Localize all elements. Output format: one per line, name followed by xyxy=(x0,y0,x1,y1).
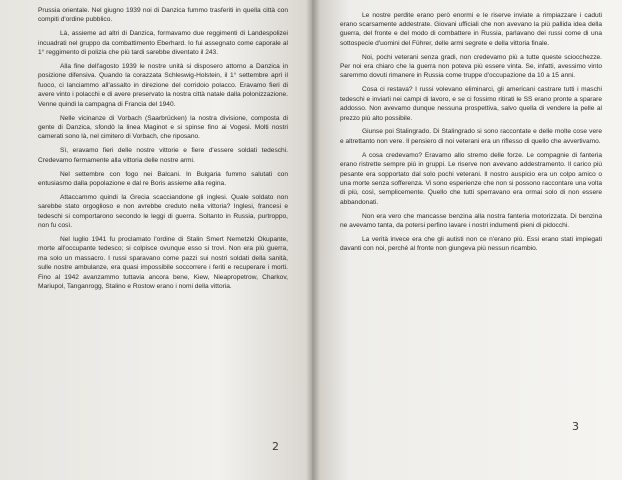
paragraph: Prussia orientale. Nel giugno 1939 noi di Danzica fummo trasferiti in quella città con compiti d'ordine pubblico. xyxy=(38,7,288,24)
right-page-text xyxy=(340,6,602,254)
paragraph: La verità invece era che gli autisti non ce n'erano più. Essi erano stati impiegati davanti con noi, perché al fronte non giungeva più nessun ricambio. xyxy=(340,236,602,253)
paragraph: Alla fine dell'agosto 1939 le nostre unità si disposero attorno a Danzica in posizione difensiva. Quando la corazzata Schleswig-Holstein, il 1° settembre aprì il fuoco, ci lanciammo all'assalto in direzione del corridoio polacco. Eravamo fieri di avere vinto i polacchi e di avere preservato la nostra città natale dalla polonizzazione. Venne quindi la campagna di Francia del 1940. xyxy=(38,63,288,108)
paragraph: Là, assieme ad altri di Danzica, formavamo due reggimenti di Landespolizei incuadrati nel gruppo da combattimento Eberhard. Io fui assegnato come caporale al 1° reggimento di polizia che più tardi sarebbe diventato il 243. xyxy=(38,30,288,57)
page-number: 2 xyxy=(272,440,279,453)
paragraph: Le nostre perdite erano però enormi e le riserve inviate a rimpiazzare i caduti erano scarsamente addestrate. Giovani ufficiali che non avevano la più pallida idea della guerra, del fronte e del modo di combattere in Russia, parlavano dei russi come di una sottospecie d'uomini del Führer, delle armi segrete e della vittoria finale. xyxy=(340,11,602,47)
paragraph: Attaccammo quindi la Grecia scacciandone gli inglesi. Quale soldato non sarebbe stato orgoglioso e non avrebbe creduto nella vittoria? Inglesi, francesi e tedeschi si comportarono secondo le leggi di guerra. Soltanto in Russia, purtroppo, non fu così. xyxy=(38,193,288,230)
paragraph: Cosa ci restava? I russi volevano eliminarci, gli americani castrare tutti i maschi tedeschi e inviarli nei campi di lavoro, e se ci fossimo ritirati le SS erano pronte a sparare addosso. Non avevamo dunque nessuna prospettiva, salvo quella di vendere la pelle al prezzo più alto possibile. xyxy=(340,86,602,122)
paragraph: Non era vero che mancasse benzina alla nostra fanteria motorizzata. Di benzina ne avevamo tanta, da potersi perfino lavare i nostri indumenti pieni di pidocchi. xyxy=(340,212,602,230)
paragraph: Nel settembre con fogo nei Balcani. In Bulgaria fummo salutati con entusiasmo dalla popolazione e dal re Boris assieme alla regina. xyxy=(38,170,288,187)
paragraph: Noi, pochi veterani senza gradi, non credevamo più a tutte queste sciocchezze. Per noi era chiaro che la guerra non poteva più essere vinta. Se, infatti, avessimo vinto saremmo dovuti rimanere in Russia come truppe d'occupazione da 10 a 15 anni. xyxy=(340,53,602,80)
paragraph: Sì, eravamo fieri delle nostre vittorie e fiere d'essere soldati tedeschi. Credevamo fermamente alla vittoria delle nostre armi. xyxy=(38,147,288,164)
right-page xyxy=(312,0,622,480)
left-page-text xyxy=(38,6,288,291)
paragraph: Nelle vicinanze di Vorbach (Saarbrücken) la nostra divisione, composta di gente di Danzica, sfondò la linea Maginot e si spinse fino ai Vogesi. Molti nostri camerati sono là, nel cimitero di Vorbach, che riposano. xyxy=(38,114,288,141)
paragraph: A cosa credevamo? Eravamo allo stremo delle forze. Le compagnie di fanteria erano ristrette sempre più in gruppi. Le riserve non avevano addestramento. Il carico più pesante era sopportato dal solo pochi veterani. Il nostro auspicio era un colpo amico o una morte senza sofferenza. Vi sono esperienze che non si possono raccontare una volta di più, così, semplicemente. Quello che tutti sperravano era ormai solo di non essere abbandonati. xyxy=(340,151,602,206)
paragraph: Nel luglio 1941 fu proclamato l'ordine di Stalin Smert Nemetzki Okupante, morte all'occupante tedesco; si colpisce ovunque esso si trovi. Non era più guerra, ma solo un massacro. I russi sparavano come pazzi sui nostri soldati della sanità, sulle nostre ambulanze, era quasi impossibile soccorrere i feriti e recuperare i morti. Fino al 1942 avanzammo tuttavia ancora bene, Kiew, Nieapropetrow, Charkov, Mariupol, Tanganrogg, Stalino e Rostow erano i nomi della vittoria. xyxy=(38,236,288,291)
page-number: 3 xyxy=(572,420,579,433)
paragraph: Giunse poi Stalingrado. Di Stalingrado si sono raccontate e delle molte cose vere e altrettanto non vere. Il pensiero di noi veterani era un riflesso di quello che avvertivamo. xyxy=(340,128,602,145)
book-gutter xyxy=(306,0,320,480)
